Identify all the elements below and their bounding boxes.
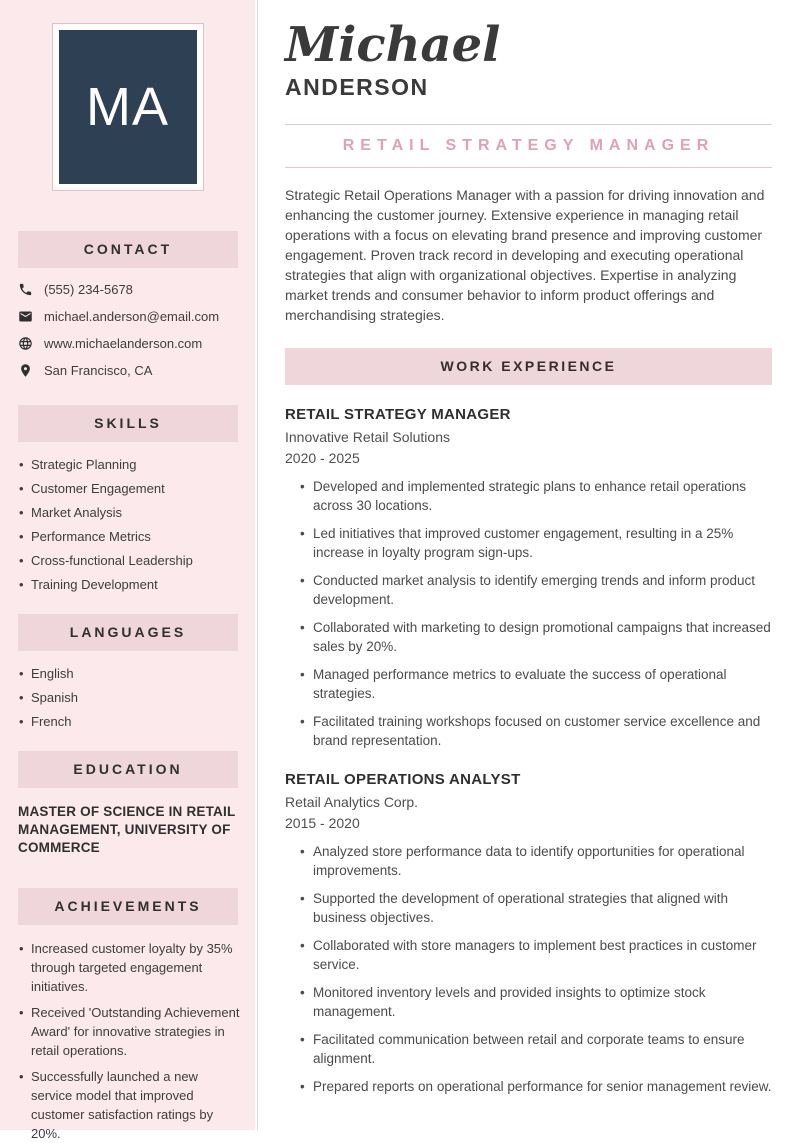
contact-phone: (555) 234-5678	[44, 282, 133, 297]
contact-website: www.michaelanderson.com	[44, 336, 203, 351]
skill-item: • Cross-functional Leadership	[31, 552, 241, 569]
job-bullet: • Monitored inventory levels and provided insights to optimize stock management.	[313, 983, 772, 1021]
sidebar-divider	[257, 0, 258, 1130]
job-bullet-list	[285, 477, 772, 750]
contact-section-header: CONTACT	[18, 231, 238, 268]
job-company: Innovative Retail Solutions	[285, 429, 450, 446]
job-dates: 2015 - 2020	[285, 815, 360, 832]
achievements-list	[0, 939, 255, 1143]
achievement-item: • Received 'Outstanding Achievement Award' for innovative strategies in retail operations.	[31, 1003, 241, 1060]
job-title-band	[285, 124, 772, 168]
education-degree: MASTER OF SCIENCE IN RETAIL MANAGEMENT, UNIVERSITY OF COMMERCE	[18, 804, 236, 855]
job-bullet: • Developed and implemented strategic plans to enhance retail operations across 30 locations.	[313, 477, 772, 515]
skill-item: • Market Analysis	[31, 504, 241, 521]
language-item: • French	[31, 713, 241, 730]
contact-row-phone	[18, 282, 243, 297]
skill-item: • Strategic Planning	[31, 456, 241, 473]
languages-section-header: LANGUAGES	[18, 614, 238, 651]
achievement-item: • Successfully launched a new service model that improved customer satisfaction ratings by 20%.	[31, 1067, 241, 1143]
job-bullet: • Led initiatives that improved customer engagement, resulting in a 25% increase in loyalty program sign-ups.	[313, 524, 772, 562]
job-bullet: • Collaborated with marketing to design promotional campaigns that increased sales by 20%.	[313, 618, 772, 656]
main-content	[285, 0, 772, 1105]
job-bullet: • Analyzed store performance data to identify opportunities for operational improvements.	[313, 842, 772, 880]
globe-icon	[18, 336, 33, 351]
phone-icon	[18, 282, 33, 297]
job-bullet: • Facilitated training workshops focused on customer service excellence and brand representation.	[313, 712, 772, 750]
job-bullet: • Facilitated communication between retail and corporate teams to ensure alignment.	[313, 1030, 772, 1068]
language-item: • Spanish	[31, 689, 241, 706]
skills-list	[0, 456, 255, 593]
job-bullet: • Supported the development of operational strategies that aligned with business objectives.	[313, 889, 772, 927]
job-company: Retail Analytics Corp.	[285, 794, 419, 811]
job-title: RETAIL STRATEGY MANAGER	[285, 406, 511, 424]
first-name: Michael	[285, 17, 501, 73]
job-dates: 2020 - 2025	[285, 450, 360, 467]
language-item: • English	[31, 665, 241, 682]
profile-initials: MA	[59, 30, 197, 184]
job-entry-1	[285, 406, 772, 750]
job-bullet-list	[285, 842, 772, 1096]
contact-row-email	[18, 309, 243, 324]
job-bullet: • Conducted market analysis to identify emerging trends and inform product development.	[313, 571, 772, 609]
profile-photo-frame	[52, 23, 204, 191]
professional-summary: Strategic Retail Operations Manager with a passion for driving innovation and enhancing the customer journey. Extensive experience in managing retail operations with a focus on elevating brand presence and improving customer engagement. Proven track record in developing and executing operational strategies that align with organizational objectives. Expertise in analyzing market trends and consumer behavior to inform product offerings and merchandising strategies.	[285, 187, 765, 324]
contact-list	[18, 282, 243, 378]
contact-row-location	[18, 363, 243, 378]
location-icon	[18, 363, 33, 378]
contact-row-website	[18, 336, 243, 351]
job-bullet: • Prepared reports on operational performance for senior management review.	[313, 1077, 772, 1096]
job-title: RETAIL OPERATIONS ANALYST	[285, 771, 521, 789]
skills-section-header: SKILLS	[18, 405, 238, 442]
job-bullet: • Managed performance metrics to evaluate the success of operational strategies.	[313, 665, 772, 703]
job-title-text: RETAIL STRATEGY MANAGER	[342, 137, 715, 155]
skill-item: • Customer Engagement	[31, 480, 241, 497]
work-experience-header: WORK EXPERIENCE	[285, 348, 772, 385]
education-section-header: EDUCATION	[18, 751, 238, 788]
languages-list	[0, 665, 255, 730]
job-entry-2	[285, 771, 772, 1096]
job-bullet: • Collaborated with store managers to implement best practices in customer service.	[313, 936, 772, 974]
contact-location: San Francisco, CA	[44, 363, 153, 378]
skill-item: • Training Development	[31, 576, 241, 593]
achievements-section-header: ACHIEVEMENTS	[18, 888, 238, 925]
sidebar	[0, 0, 255, 1141]
skill-item: • Performance Metrics	[31, 528, 241, 545]
contact-email: michael.anderson@email.com	[44, 309, 220, 324]
email-icon	[18, 309, 33, 324]
achievement-item: • Increased customer loyalty by 35% through targeted engagement initiatives.	[31, 939, 241, 996]
last-name: ANDERSON	[285, 74, 429, 101]
